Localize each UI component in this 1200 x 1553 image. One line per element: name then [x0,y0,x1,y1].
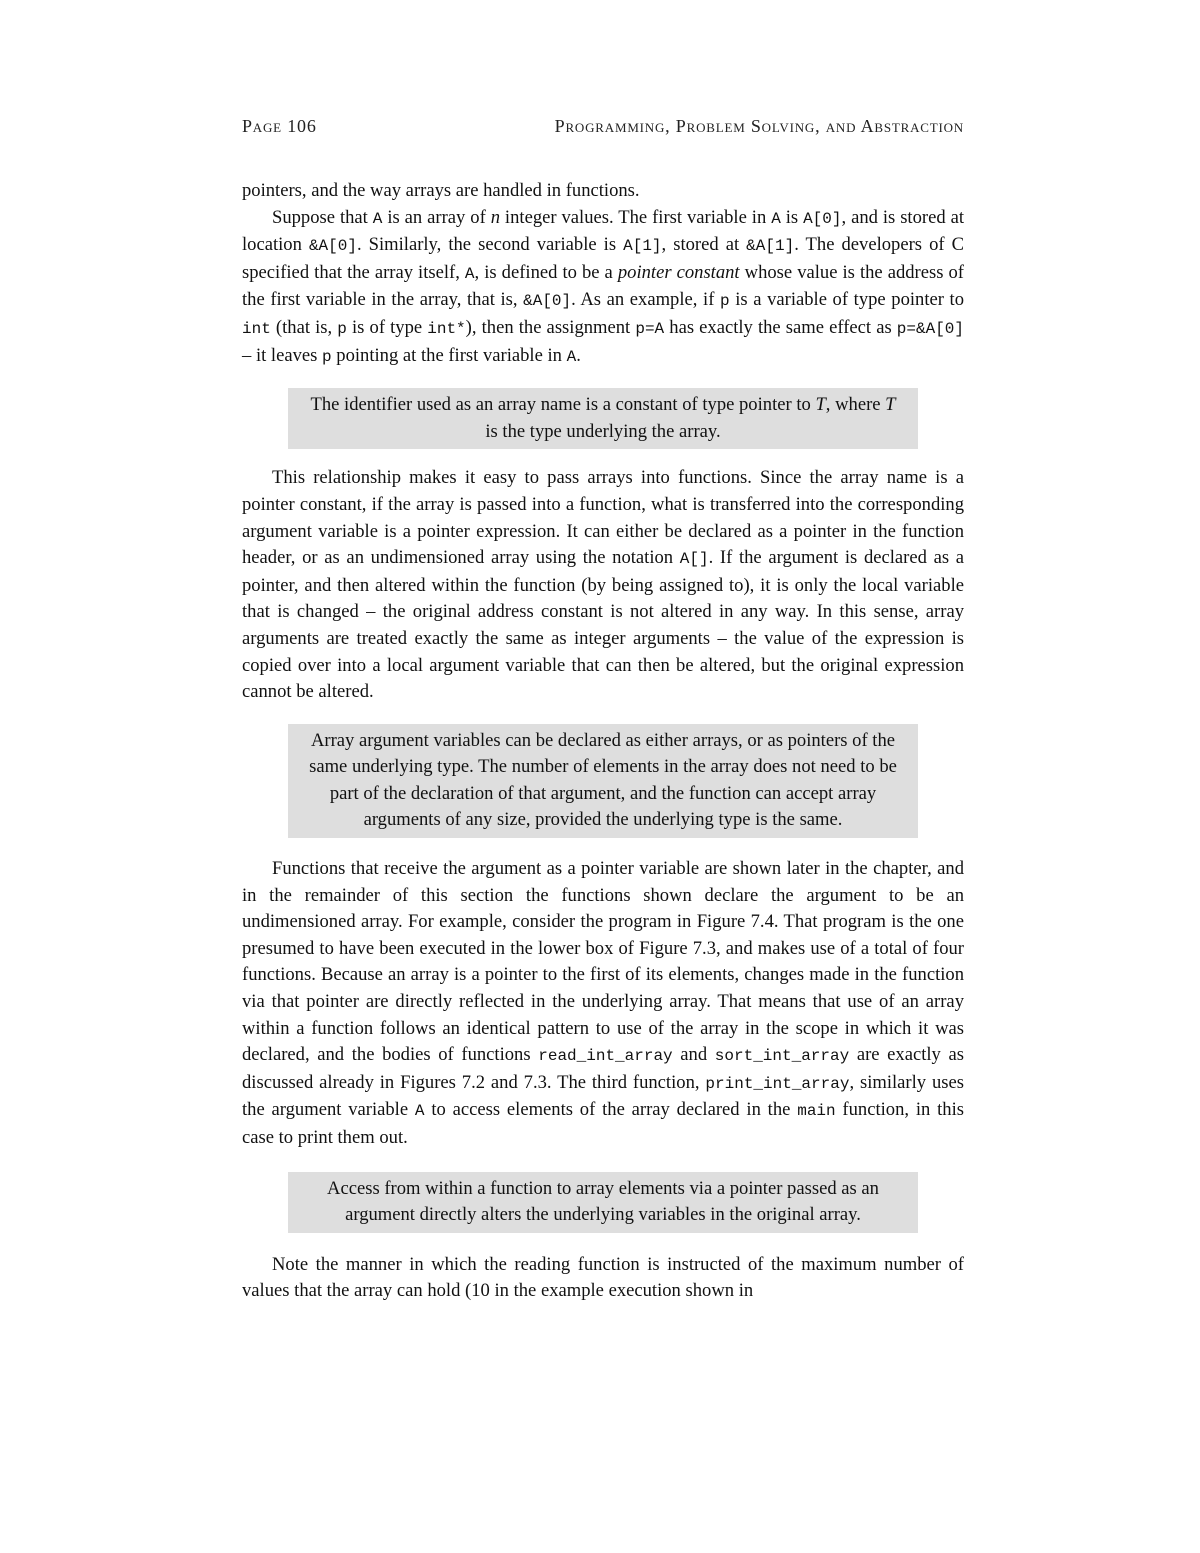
text-span: integer values. The first variable in [500,206,772,228]
text-span: function, in this case to print them out. [242,1099,964,1148]
text-span: is a variable of type pointer to [729,289,965,311]
code-span: A [372,209,383,228]
code-span: p [337,319,347,338]
text-span: Functions that receive the argument as a pointer variable are shown later in the chapter, and in the remainder of this section the functions shown declare the argument to be an undimensioned array. For example, consider the program in Figure 7.4. That program is the one presumed to have been executed in the lower box of Figure 7.3, and makes use of a total of four functions. Because an array is a pointer to the first of its elements, changes made in the function via that pointer are directly reflected in the underlying array. That means that use of an array within a function follows an identical pattern to use of the array in the scope in which it was declared, and the bodies of functions [242,858,964,1066]
body-text [242,178,964,1305]
text-span: to access elements of the array declared in the [424,1099,798,1121]
page-number: Page 106 [242,116,317,136]
code-span: print_int_array [705,1074,850,1093]
text-span: . The developers of C specified that the array itself, [242,234,964,283]
code-span: A [771,209,781,228]
code-span: p [322,347,332,366]
code-span: A [464,264,475,283]
text-span: (that is, [270,316,338,338]
text-span: Suppose that [272,206,373,228]
text-span: is [780,206,804,228]
code-span: A [414,1102,425,1121]
text-span: pointing at the first variable in [331,344,567,366]
document-page [242,116,964,1305]
code-span: int [242,319,271,338]
text-span: . If the argument is declared as a pointer, and then altered within the function (by being assigned to), it is only the local variable that is changed – the original address constant is not altered in any way. In this sense, array arguments are treated exactly the same as integer arguments – the value of the expression is copied over into a local argument variable that can then be altered, but the original expression cannot be altered. [242,547,965,703]
callout-box-array-name [288,388,918,449]
code-span: p=A [635,319,665,338]
code-span: A[0] [803,209,842,228]
code-span: p=&A[0] [896,319,965,338]
code-span: A[] [679,550,709,569]
code-span: &A[0] [523,292,572,311]
callout-box-pointer-access: Access from within a function to array elements via a pointer passed as an argument directly alters the underlying variables in the original array. [288,1172,918,1233]
math-span: T [885,394,896,416]
text-span: . As an example, if [571,289,720,311]
text-span: , and is stored at location [242,206,964,256]
code-span: sort_int_array [714,1047,850,1066]
code-span: read_int_array [538,1047,673,1066]
paragraph-reading-function: Note the manner in which the reading function is instructed of the maximum number of values that the array can hold (10 in the example execution shown in [242,1253,964,1302]
text-span: is of type [346,316,428,338]
text-span: are exactly as discussed already in Figures 7.2 and 7.3. The third function, [242,1044,964,1093]
text-span: and [672,1044,715,1066]
text-span: ), then the assignment [465,316,636,338]
code-span: A [566,347,577,366]
text-span: is the type underlying the array. [485,420,721,442]
code-span: main [797,1102,836,1121]
code-span: &A[1] [746,237,795,256]
text-span: – it leaves [242,344,323,366]
text-span: , stored at [661,234,747,256]
math-span: T [815,394,826,416]
text-span: . Similarly, the second variable is [356,234,624,256]
callout-box-array-arguments: Array argument variables can be declared as either arrays, or as pointers of the same underlying type. The number of elements in the array does not need to be part of the declaration of that argument, and the function can accept array arguments of any size, provided the underlying type is the same. [288,724,918,838]
text-span: , where [825,394,886,416]
text-span: whose value is the address of the first variable in the array, that is, [242,261,964,311]
text-span: This relationship makes it easy to pass arrays into functions. Since the array name is a pointer constant, if the array is passed into a function, what is transferred into the corresponding argument variable is a pointer expression. It can either be declared as a pointer in the function header, or as an undimensioned array using the notation [242,467,964,569]
code-span: p [720,292,730,311]
paragraph-continuation: pointers, and the way arrays are handled in functions. [242,180,640,201]
text-span: , similarly uses the argument variable [242,1071,964,1121]
page-header [242,116,964,146]
text-span: The identifier used as an array name is a constant of type pointer to [310,394,816,416]
code-span: int* [427,319,466,338]
text-span: is an array of [382,206,491,228]
text-span: has exactly the same effect as [664,316,897,338]
text-span: . [576,344,581,366]
paragraph-array-pointer-constant [242,205,964,371]
running-title: Programming, Problem Solving, and Abstraction [554,116,964,136]
emphasis-span: pointer constant [617,261,740,283]
code-span: &A[0] [308,237,357,256]
paragraph-passing-arrays [242,465,964,705]
code-span: A[1] [623,237,662,256]
math-span: n [490,206,500,228]
text-span: , is defined to be a [474,261,618,283]
paragraph-function-examples [242,856,964,1152]
